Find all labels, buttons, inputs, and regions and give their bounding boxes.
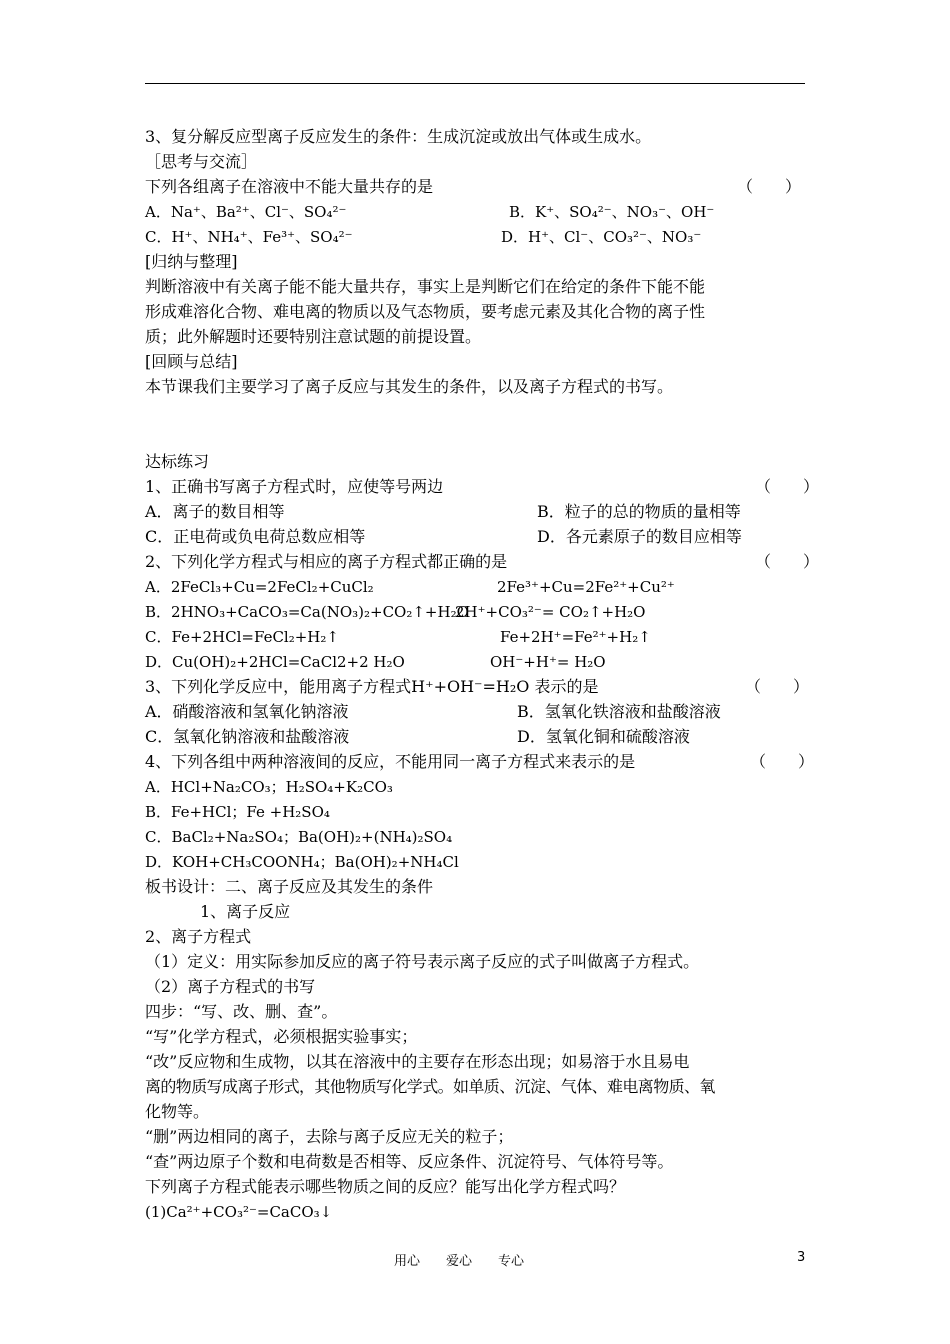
option-c: C．H⁺、NH₄⁺、Fe³⁺、SO₄²⁻ [145, 228, 353, 246]
text-line: 下列离子方程式能表示哪些物质之间的反应？能写出化学方程式吗？ [145, 1177, 626, 1196]
option-row [145, 226, 702, 248]
board-item: 1、离子反应 [200, 902, 291, 921]
question-4 [145, 751, 815, 773]
footer-motto: 用心 爱心 专心 [394, 1254, 525, 1269]
option-a: A．Na⁺、Ba²⁺、Cl⁻、SO₄²⁻ [145, 203, 347, 221]
ionic-equation: 2H⁺+CO₃²⁻= CO₂↑+H₂O [455, 603, 646, 621]
option-d: D．Cu(OH)₂+2HCl=CaCl2+2 H₂O [145, 653, 405, 671]
page-number: 3 [797, 1250, 806, 1265]
practice-title: 达标练习 [145, 452, 210, 471]
option-d: D．氢氧化铜和硫酸溶液 [517, 727, 690, 746]
option-b: B．K⁺、SO₄²⁻、NO₃⁻、OH⁻ [509, 203, 715, 221]
ionic-equation: Fe+2H⁺=Fe²⁺+H₂↑ [500, 628, 651, 646]
option-a: A．离子的数目相等 [145, 502, 285, 521]
text-line: 四步：“写、改、删、查”。 [145, 1002, 338, 1021]
board-title: 板书设计：二、离子反应及其发生的条件 [145, 877, 434, 896]
option-a: A．2FeCl₃+Cu=2FeCl₂+CuCl₂ [145, 578, 374, 596]
option-row [145, 601, 646, 623]
section-heading: ［思考与交流］ [145, 152, 258, 171]
text-line: 3、复分解反应型离子反应发生的条件：生成沉淀或放出气体或生成水。 [145, 127, 652, 146]
section-heading: [归纳与整理] [145, 252, 238, 271]
question-text: 2、下列化学方程式与相应的离子方程式都正确的是 [145, 552, 508, 571]
board-item: 2、离子方程式 [145, 927, 252, 946]
option-c: C．Fe+2HCl=FeCl₂+H₂↑ [145, 628, 339, 646]
text-line: 判断溶液中有关离子能不能大量共存，事实上是判断它们在给定的条件下能不能 [145, 277, 706, 296]
ionic-equation: OH⁻+H⁺= H₂O [490, 653, 606, 671]
option-d: D．H⁺、Cl⁻、CO₃²⁻、NO₃⁻ [501, 228, 702, 246]
text-line: 离的物质写成离子形式，其他物质写化学式。如单质、沉淀、气体、难电离物质、氧 [145, 1077, 715, 1096]
text-line: 质；此外解题时还要特别注意试题的前提设置。 [145, 327, 482, 346]
option-row [145, 526, 742, 548]
header-rule [145, 83, 805, 84]
option-b: B．2HNO₃+CaCO₃=Ca(NO₃)₂+CO₂↑+H₂O [145, 603, 469, 621]
text-line: “查”两边原子个数和电荷数是否相等、反应条件、沉淀符号、气体符号等。 [145, 1152, 674, 1171]
option-row [145, 201, 715, 223]
question-text: 4、下列各组中两种溶液间的反应，不能用同一离子方程式来表示的是 [145, 752, 636, 771]
answer-bracket: （ ） [750, 752, 815, 771]
question-3 [145, 676, 810, 698]
question-text: 1、正确书写离子方程式时，应使等号两边 [145, 477, 444, 496]
section-heading: [回顾与总结] [145, 352, 238, 371]
text-line: “写”化学方程式，必须根据实验事实； [145, 1027, 418, 1046]
text-line: 化物等。 [145, 1102, 210, 1121]
option-row [145, 576, 675, 598]
option-a: A．HCl+Na₂CO₃；H₂SO₄+K₂CO₃ [145, 778, 393, 796]
text-line: “改”反应物和生成物，以其在溶液中的主要存在形态出现；如易溶于水且易电 [145, 1052, 690, 1071]
option-b: B．Fe+HCl；Fe +H₂SO₄ [145, 803, 330, 821]
answer-bracket: （ ） [755, 477, 820, 496]
text-line: （2）离子方程式的书写 [145, 977, 316, 996]
option-b: B．粒子的总的物质的量相等 [537, 502, 741, 521]
option-row [145, 701, 721, 723]
option-row [145, 651, 606, 673]
text-line: “删”两边相同的离子，去除与离子反应无关的粒子； [145, 1127, 514, 1146]
option-row [145, 501, 741, 523]
option-row [145, 726, 690, 748]
text-line: （1）定义：用实际参加反应的离子符号表示离子反应的式子叫做离子方程式。 [145, 952, 700, 971]
option-d: D．KOH+CH₃COONH₄；Ba(OH)₂+NH₄Cl [145, 853, 459, 871]
option-row [145, 626, 651, 648]
question-text: 下列各组离子在溶液中不能大量共存的是 [145, 177, 434, 196]
option-c: C．BaCl₂+Na₂SO₄；Ba(OH)₂+(NH₄)₂SO₄ [145, 828, 453, 846]
answer-bracket: （ ） [755, 552, 820, 571]
answer-bracket: （ ） [737, 177, 802, 196]
option-c: C．正电荷或负电荷总数应相等 [145, 527, 366, 546]
answer-bracket: （ ） [745, 677, 810, 696]
equation-line: (1)Ca²⁺+CO₃²⁻=CaCO₃↓ [145, 1203, 333, 1221]
option-a: A．硝酸溶液和氢氧化钠溶液 [145, 702, 349, 721]
text-line: 形成难溶化合物、难电离的物质以及气态物质，要考虑元素及其化合物的离子性 [145, 302, 706, 321]
ionic-equation: 2Fe³⁺+Cu=2Fe²⁺+Cu²⁺ [497, 578, 675, 596]
option-b: B．氢氧化铁溶液和盐酸溶液 [517, 702, 721, 721]
question-text: 3、下列化学反应中，能用离子方程式H⁺+OH⁻=H₂O 表示的是 [145, 677, 599, 696]
question-1 [145, 476, 820, 498]
question-stem [145, 176, 802, 198]
question-2 [145, 551, 820, 573]
text-line: 本节课我们主要学习了离子反应与其发生的条件，以及离子方程式的书写。 [145, 377, 674, 396]
option-c: C．氢氧化钠溶液和盐酸溶液 [145, 727, 350, 746]
option-d: D．各元素原子的数目应相等 [537, 527, 742, 546]
